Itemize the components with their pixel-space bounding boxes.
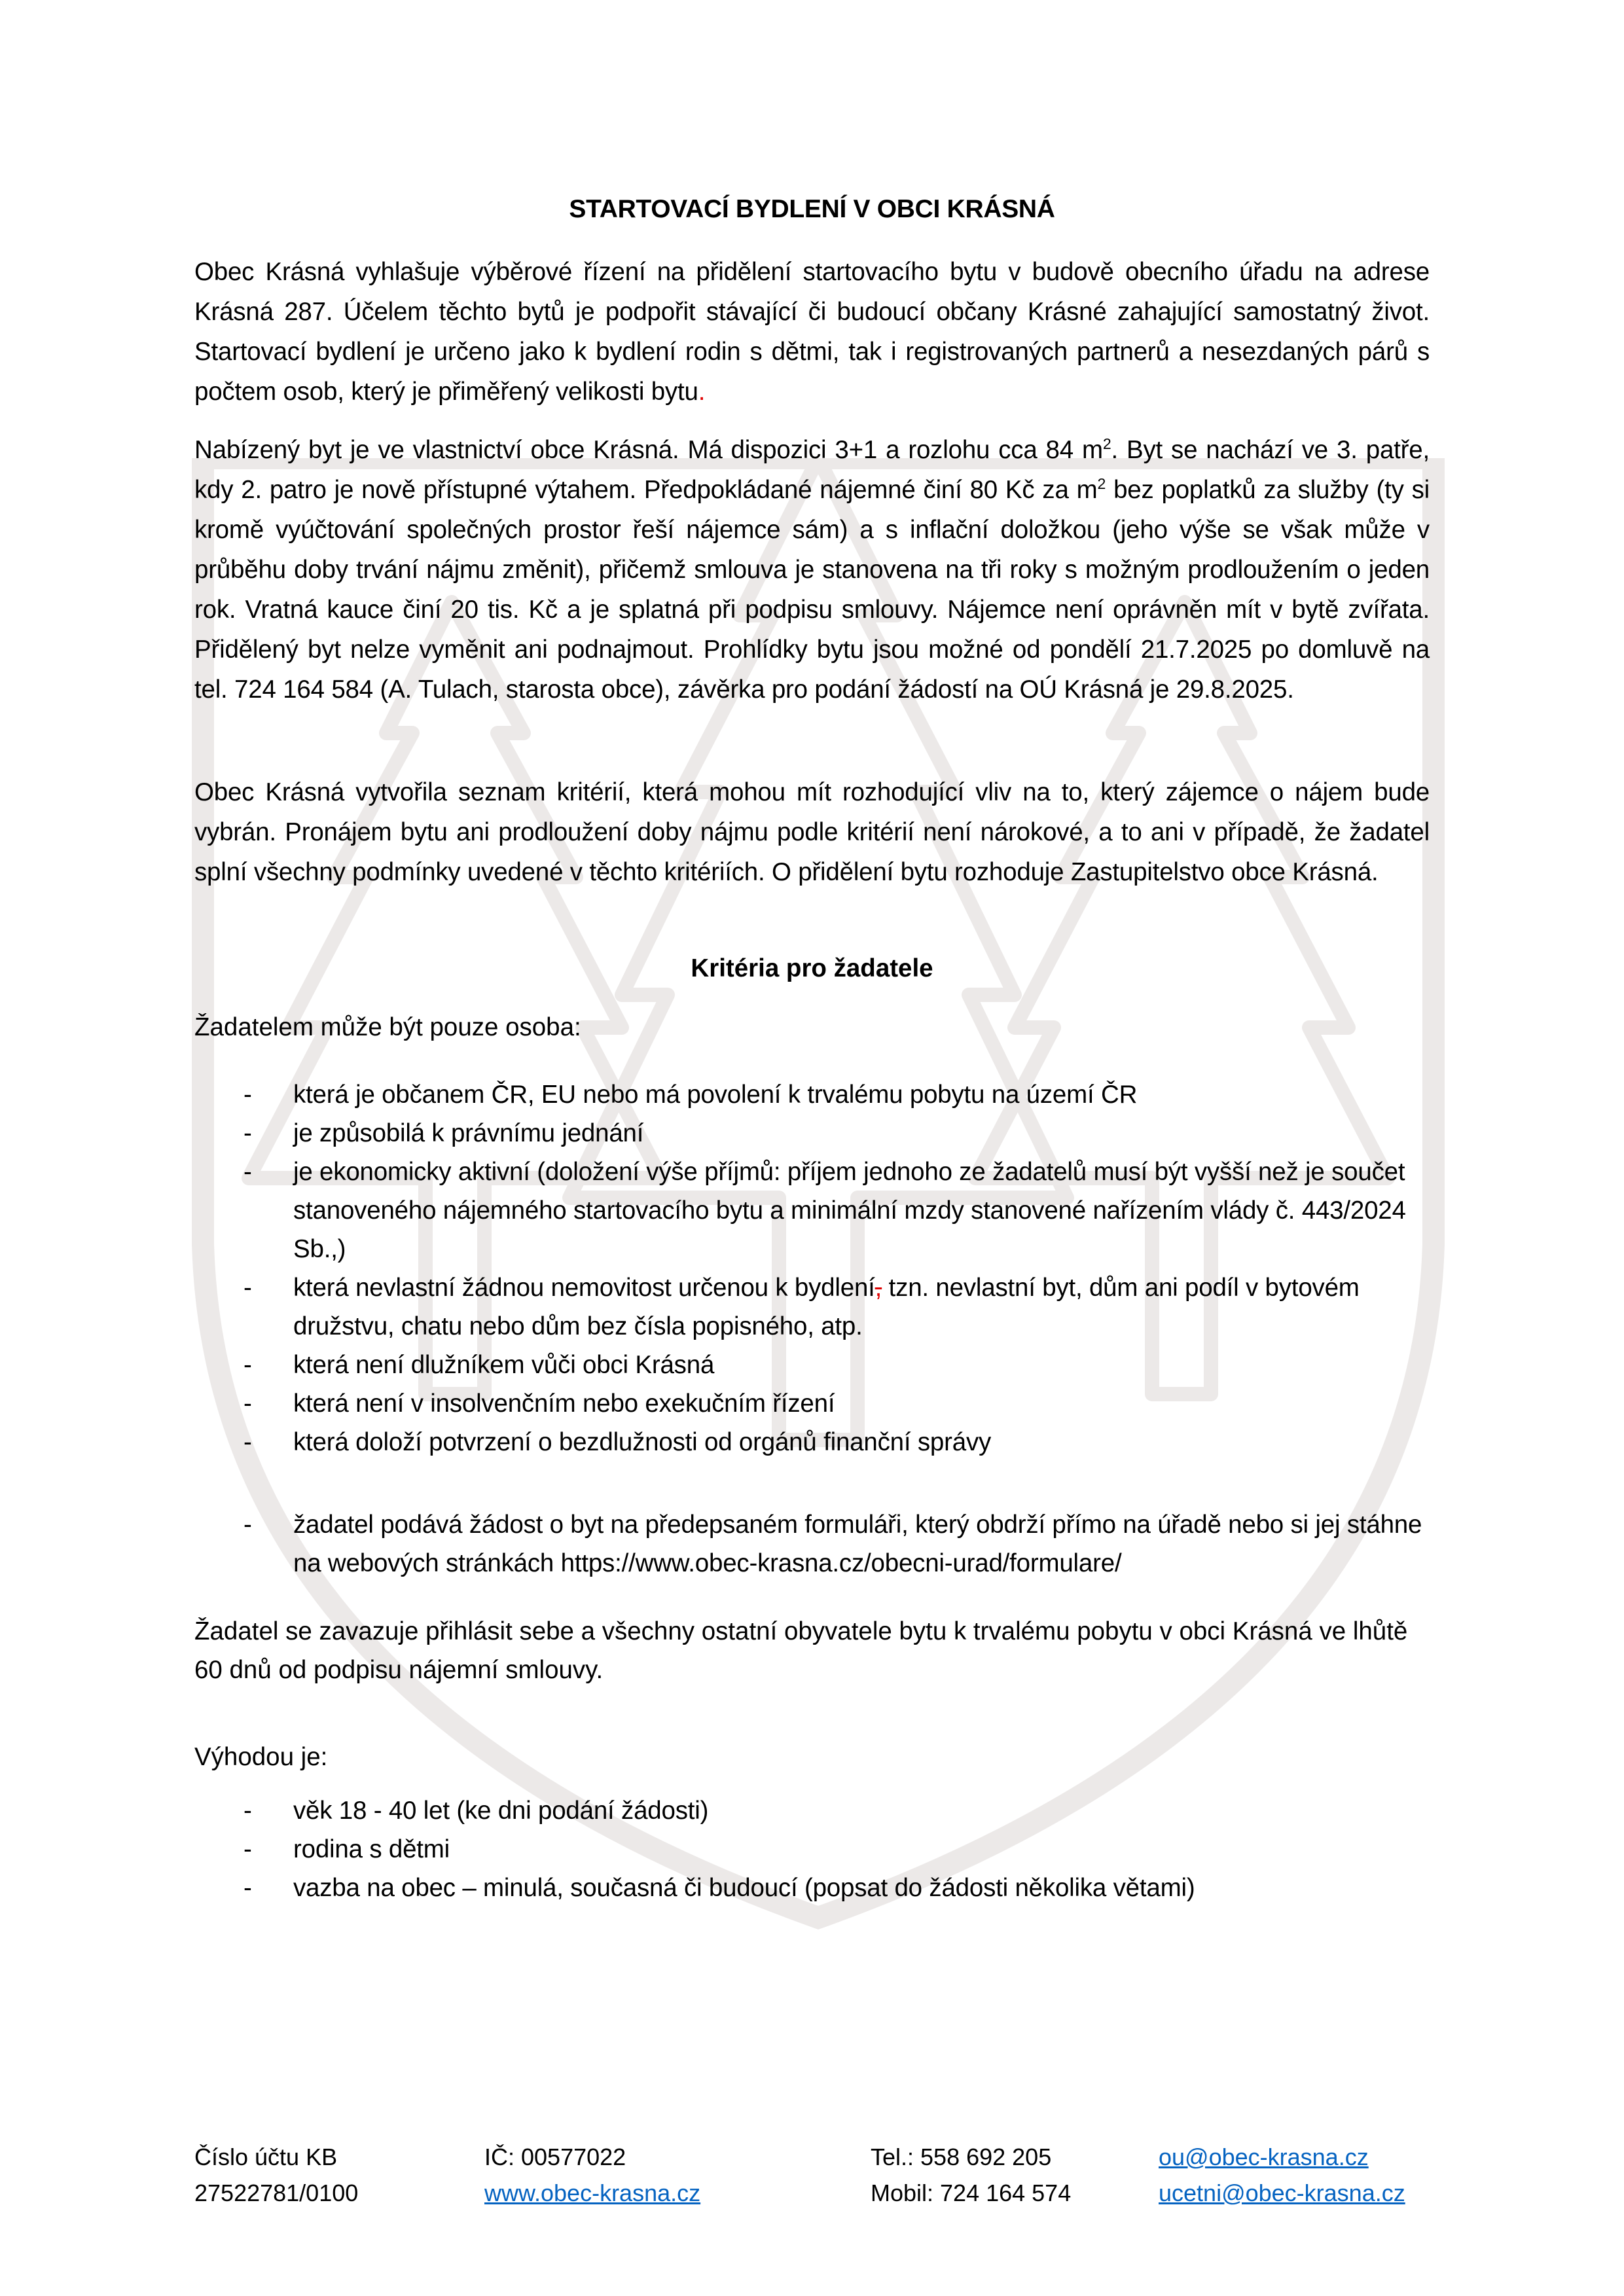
mobile-number: Mobil: 724 164 574 bbox=[871, 2179, 1072, 2206]
applicant-intro: Žadatelem může být pouze osoba: bbox=[194, 1013, 581, 1041]
criteria-item: - je způsobilá k právnímu jednání bbox=[194, 1114, 1438, 1153]
criteria-item: - která doloží potvrzení o bezdlužnosti od orgánů finanční správy bbox=[194, 1423, 1438, 1462]
bullet-dash: - bbox=[244, 1511, 252, 1539]
footer-registration bbox=[484, 2139, 700, 2211]
application-list bbox=[194, 1505, 1438, 1583]
advantage-item: - věk 18 - 40 let (ke dni podání žádosti) bbox=[194, 1791, 1438, 1830]
bullet-dash: - bbox=[244, 1390, 252, 1418]
bullet-dash: - bbox=[244, 1119, 252, 1147]
bullet-dash: - bbox=[244, 1835, 252, 1863]
criteria-item: - je ekonomicky aktivní (doložení výše příjmů: příjem jednoho ze žadatelů musí být vyšší než je součet stanoveného nájemného startovacího bytu a minimální mzdy stanovené nařízením vlády č. 443/2024 Sb.,) bbox=[194, 1153, 1438, 1268]
accounting-email-link[interactable]: ucetni@obec-krasna.cz bbox=[1159, 2179, 1405, 2206]
criteria-item: - která není v insolvenčním nebo exekučním řízení bbox=[194, 1384, 1438, 1423]
intro-paragraph: Obec Krásná vyhlašuje výběrové řízení na přidělení startovacího bytu v budově obecního úřadu na adrese Krásná 287. Účelem těchto bytů je podpořit stávající či budoucí občany Krásné zahajující samostatný život. Startovací bydlení je určeno jako k bydlení rodin s dětmi, tak i registrovaných partnerů a nesezdaných párů s počtem osob, který je přiměřený velikosti bytu. bbox=[194, 258, 1430, 406]
criteria-list bbox=[194, 1075, 1438, 1462]
ico-number: IČ: 00577022 bbox=[484, 2144, 626, 2170]
bullet-dash: - bbox=[244, 1081, 252, 1109]
bullet-dash: - bbox=[244, 1874, 252, 1902]
advantage-item: - vazba na obec – minulá, současná či budoucí (popsat do žádosti několika větami) bbox=[194, 1869, 1438, 1907]
footer-phones bbox=[871, 2139, 1071, 2211]
advantages-list bbox=[194, 1791, 1438, 1907]
bullet-dash: - bbox=[244, 1351, 252, 1379]
bullet-dash: - bbox=[244, 1274, 252, 1302]
office-email-link[interactable]: ou@obec-krasna.cz bbox=[1159, 2144, 1369, 2170]
advantage-item: - rodina s dětmi bbox=[194, 1830, 1438, 1869]
apartment-details-paragraph: Nabízený byt je ve vlastnictví obce Krásná. Má dispozici 3+1 a rozlohu cca 84 $m^2$. Byt se nachází ve 3. patře, kdy 2. patro je nově přístupné výtahem. Předpokládané nájemné činí 80 Kč za $m^2$ bez poplatků za služby (ty si kromě vyúčtování společných prostor řeší nájemce sám) a s inflační doložkou (jeho výše se však může v průběhu doby trvání nájmu změnit), přičemž smlouva je stanovena na tři roky s možným prodloužením o jeden rok. Vratná kauce činí 20 tis. Kč a je splatná při podpisu smlouvy. Nájemce není oprávněn mít v bytě zvířata. Přidělený byt nelze vyměnit ani podnajmout. Prohlídky bytu jsou možné od pondělí 21.7.2025 po domluvě na tel. 724 164 584 (A. Tulach, starosta obce), závěrka pro podání žádostí na OÚ Krásná je 29.8.2025. bbox=[194, 435, 1430, 704]
account-label: Číslo účtu KB bbox=[194, 2144, 338, 2170]
footer-bank-account bbox=[194, 2139, 358, 2211]
footer-emails bbox=[1159, 2139, 1405, 2211]
residency-paragraph: Žadatel se zavazuje přihlásit sebe a všechny ostatní obyvatele bytu k trvalému pobytu v obci Krásná ve lhůtě 60 dnů od podpisu nájemní smlouvy. bbox=[194, 1617, 1408, 1684]
bullet-dash: - bbox=[244, 1428, 252, 1456]
application-item: - žadatel podává žádost o byt na předepsaném formuláři, který obdrží přímo na úřadě nebo si jej stáhne na webových stránkách https://www.obec-krasna.cz/obecni-urad/formulare/ bbox=[194, 1505, 1438, 1583]
criteria-intro-paragraph: Obec Krásná vytvořila seznam kritérií, která mohou mít rozhodující vliv na to, který zájemce o nájem bude vybrán. Pronájem bytu ani prodloužení doby nájmu podle kritérií není nárokové, a to ani v případě, že žadatel splní všechny podmínky uvedené v těchto kritériích. O přidělení bytu rozhoduje Zastupitelstvo obce Krásná. bbox=[194, 778, 1430, 886]
document-title: STARTOVACÍ BYDLENÍ V OBCI KRÁSNÁ bbox=[569, 195, 1055, 223]
criteria-item: - která je občanem ČR, EU nebo má povolení k trvalému pobytu na území ČR bbox=[194, 1075, 1438, 1114]
criteria-item: - která nevlastní žádnou nemovitost určenou k bydlení, tzn. nevlastní byt, dům ani podíl v bytovém družstvu, chatu nebo dům bez čísla popisného, atp. bbox=[194, 1268, 1438, 1346]
website-link[interactable]: www.obec-krasna.cz bbox=[484, 2179, 701, 2206]
struck-comma: , bbox=[875, 1274, 882, 1302]
advantages-heading: Výhodou je: bbox=[194, 1743, 328, 1771]
bullet-dash: - bbox=[244, 1158, 252, 1186]
criteria-item: - která není dlužníkem vůči obci Krásná bbox=[194, 1346, 1438, 1384]
criteria-heading: Kritéria pro žadatele bbox=[691, 954, 933, 982]
bullet-dash: - bbox=[244, 1797, 252, 1825]
phone-number: Tel.: 558 692 205 bbox=[871, 2144, 1052, 2170]
account-number: 27522781/0100 bbox=[194, 2179, 359, 2206]
red-period-mark: . bbox=[698, 378, 706, 406]
